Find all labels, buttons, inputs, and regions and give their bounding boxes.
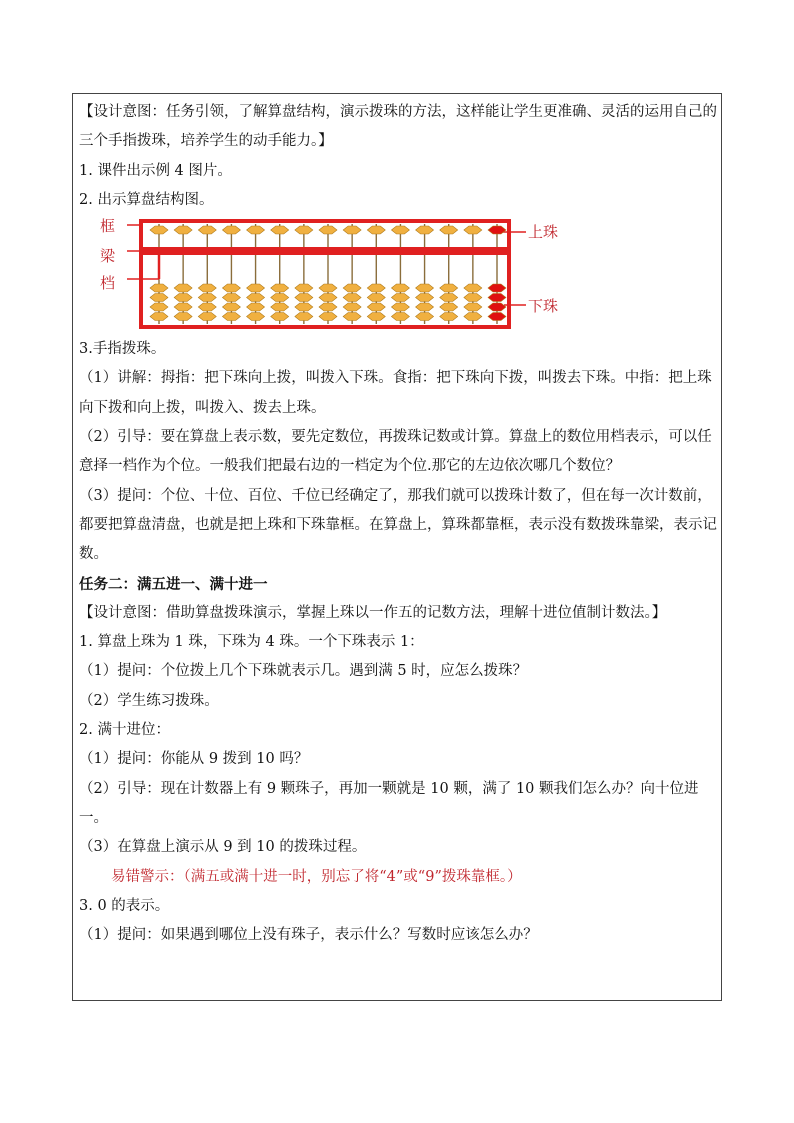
b1b: （2）学生练习拨珠。 xyxy=(79,692,219,709)
abacus-diagram xyxy=(79,217,719,335)
label-beam: 梁 xyxy=(100,247,116,266)
b3: 3. 0 的表示。 xyxy=(79,897,170,914)
label-upper-bead: 上珠 xyxy=(528,223,559,242)
explain-paragraph: （1）讲解：拇指：把下珠向上拨，叫拨入下珠。食指：把下珠向下拨，叫拨去下珠。中指：把上珠向下拨和向上拨，叫拨入、拨去上珠。 xyxy=(79,370,712,416)
abacus-beam xyxy=(141,247,509,255)
b1: 1. 算盘上珠为 1 珠，下珠为 4 珠。一个下珠表示 1： xyxy=(79,634,424,651)
step-3: 3.手指拨珠。 xyxy=(79,341,166,358)
warning-line xyxy=(79,863,719,892)
b2b: （2）引导：现在计数器上有 9 颗珠子，再加一颗就是 10 颗，满了 10 颗我们怎么办？向十位进一。 xyxy=(79,780,699,826)
warning-label: 易错警示： xyxy=(111,868,184,885)
b3a: （1）提问：如果遇到哪位上没有珠子，表示什么？写数时应该怎么办？ xyxy=(79,927,538,944)
b1a: （1）提问：个位拨上几个下珠就表示几。遇到满 5 时，应怎么拨珠？ xyxy=(79,663,528,680)
design-intent-1: 【设计意图：任务引领，了解算盘结构，演示拨珠的方法，这样能让学生更准确、灵活的运用自己的三个手指拨珠，培养学生的动手能力。】 xyxy=(79,104,717,150)
label-lower-bead: 下珠 xyxy=(528,297,559,316)
task-2-heading: 任务二：满五进一、满十进一 xyxy=(79,575,268,593)
design-intent-2: 【设计意图：借助算盘拨珠演示，掌握上珠以一作五的记数方法，理解十进位值制计数法。】 xyxy=(79,604,667,621)
step-2: 2. 出示算盘结构图。 xyxy=(79,191,214,208)
step-1: 1. 课件出示例 4 图片。 xyxy=(79,162,232,179)
label-rod: 档 xyxy=(100,274,116,293)
abacus-figure xyxy=(79,217,719,335)
b2: 2. 满十进位： xyxy=(79,722,170,739)
b2a: （1）提问：你能从 9 拨到 10 吗？ xyxy=(79,751,309,768)
label-frame: 框 xyxy=(100,217,116,236)
b2c: （3）在算盘上演示从 9 到 10 的拨珠过程。 xyxy=(79,839,367,856)
ask-paragraph: （3）提问：个位、十位、百位、千位已经确定了，那我们就可以拨珠计数了，但在每一次计数前，都要把算盘清盘，也就是把上珠和下珠靠框。在算盘上，算珠都靠框，表示没有数拨珠靠梁，表示记数。 xyxy=(79,487,717,563)
warning-text: （满五或满十进一时，别忘了将“4”或“9”拨珠靠框。） xyxy=(183,868,522,885)
document-body xyxy=(79,98,719,950)
guide-paragraph: （2）引导：要在算盘上表示数，要先定数位，再拨珠记数或计算。算盘上的数位用档表示，可以任意择一档作为个位。一般我们把最右边的一档定为个位.那它的左边依次哪几个数位？ xyxy=(79,429,712,475)
